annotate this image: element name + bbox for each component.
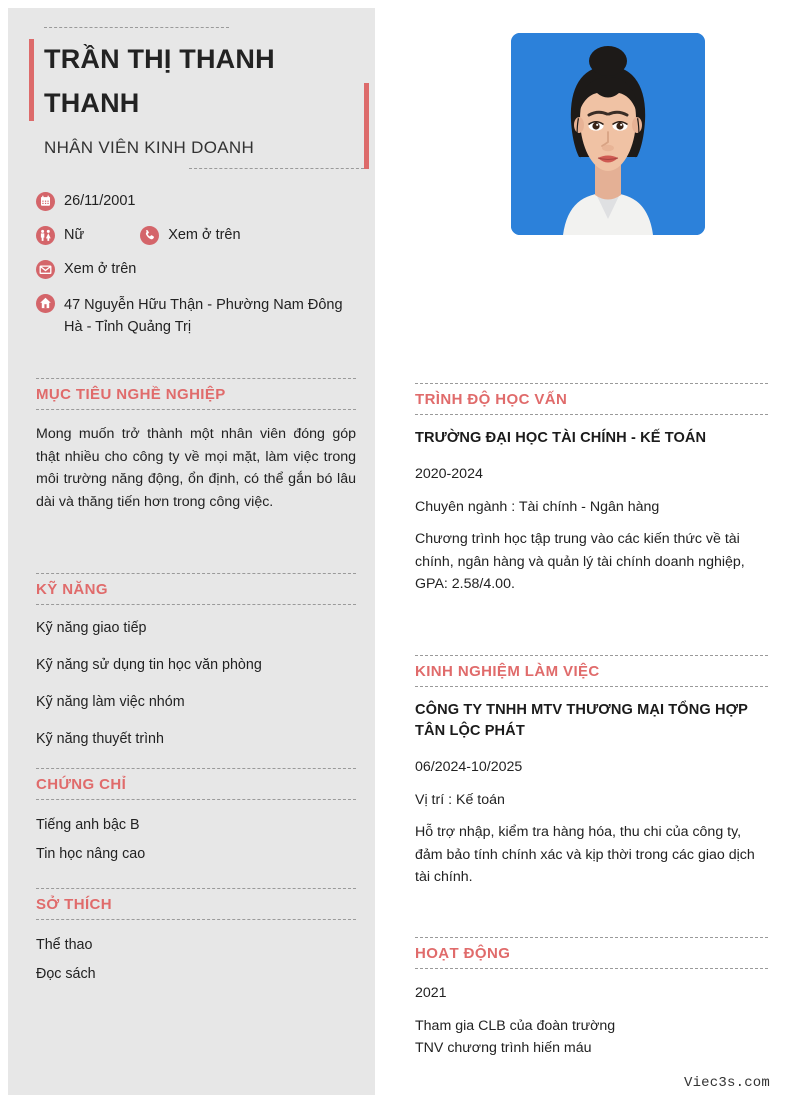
decorative-dashed-line-top xyxy=(44,27,229,28)
education-period: 2020-2024 xyxy=(415,466,483,483)
contact-row-email xyxy=(36,258,366,282)
section-body-experience xyxy=(415,687,768,889)
gender-group xyxy=(36,224,84,245)
section-header-hobbies xyxy=(36,888,356,920)
section-title: TRÌNH ĐỘ HỌC VẤN xyxy=(415,391,568,408)
gender-icon xyxy=(36,226,55,245)
list-item: Tiếng anh bậc B xyxy=(36,817,140,834)
address-value: 47 Nguyễn Hữu Thận - Phường Nam Đông Hà - Tỉnh Quảng Trị xyxy=(64,297,343,335)
birthday-value: 26/11/2001 xyxy=(64,193,136,209)
list-item: Kỹ năng thuyết trình xyxy=(36,731,164,748)
phone-group xyxy=(140,224,240,245)
experience-position: Vị trí : Kế toán xyxy=(415,791,505,808)
list-item: Kỹ năng sử dụng tin học văn phòng xyxy=(36,657,262,674)
experience-period: 06/2024-10/2025 xyxy=(415,759,523,776)
list-item: TNV chương trình hiến máu xyxy=(415,1040,592,1057)
section-title: KINH NGHIỆM LÀM VIỆC xyxy=(415,663,600,680)
calendar-icon xyxy=(36,192,55,211)
section-title: CHỨNG CHỈ xyxy=(36,776,127,793)
section-header-certificates xyxy=(36,768,356,800)
section-activities xyxy=(415,937,768,1060)
home-icon xyxy=(36,294,55,313)
phone-icon xyxy=(140,226,159,245)
section-title: MỤC TIÊU NGHỀ NGHIỆP xyxy=(36,386,226,403)
list-item: Tin học nâng cao xyxy=(36,846,146,863)
section-header-activities xyxy=(415,937,768,969)
accent-bar-left xyxy=(29,39,34,121)
section-title: KỸ NĂNG xyxy=(36,581,108,598)
education-major: Chuyên ngành : Tài chính - Ngân hàng xyxy=(415,498,660,515)
section-body-certificates xyxy=(36,800,356,867)
gender-value: Nữ xyxy=(64,227,85,243)
envelope-icon xyxy=(36,260,55,279)
activities-period: 2021 xyxy=(415,985,447,1002)
list-item: Đọc sách xyxy=(36,966,96,983)
list-item: Thể thao xyxy=(36,937,93,954)
education-description: Chương trình học tập trung vào các kiến thức về tài chính, ngân hàng và quản lý tài chính doanh nghiệp, GPA: 2.58/4.00. xyxy=(415,531,745,593)
watermark: Viec3s.com xyxy=(683,1075,770,1091)
contact-row-birthday xyxy=(36,190,366,214)
objective-text: Mong muốn trở thành một nhân viên đóng góp thật nhiều cho công ty về mọi mặt, làm việc trong môi trường năng động, ổn định, có thể gắn bó lâu dài và thăng tiến hơn trong công việc. xyxy=(36,426,356,510)
phone-value: Xem ở trên xyxy=(168,227,241,243)
decorative-dashed-line-subtitle xyxy=(189,168,364,169)
contact-row-gender-phone xyxy=(36,224,366,248)
section-experience xyxy=(415,655,768,889)
list-item: Kỹ năng giao tiếp xyxy=(36,620,147,637)
section-header-objective xyxy=(36,378,356,410)
list-item: Kỹ năng làm việc nhóm xyxy=(36,694,185,711)
avatar xyxy=(511,33,705,235)
section-body-skills xyxy=(36,605,356,749)
sidebar-panel xyxy=(8,8,375,1095)
section-title: SỞ THÍCH xyxy=(36,896,112,913)
section-body-hobbies xyxy=(36,920,356,987)
section-objective xyxy=(36,378,356,513)
job-title: NHÂN VIÊN KINH DOANH xyxy=(44,138,255,157)
section-title: HOẠT ĐỘNG xyxy=(415,945,511,962)
email-value: Xem ở trên xyxy=(64,261,137,277)
section-header-skills xyxy=(36,573,356,605)
section-header-education xyxy=(415,383,768,415)
contact-info xyxy=(36,190,366,348)
section-education xyxy=(415,383,768,596)
section-body-activities xyxy=(415,969,768,1060)
experience-company: CÔNG TY TNHH MTV THƯƠNG MẠI TỔNG HỢP TÂN LỘC PHÁT xyxy=(415,702,748,740)
education-school: TRƯỜNG ĐẠI HỌC TÀI CHÍNH - KẾ TOÁN xyxy=(415,430,707,447)
section-certificates xyxy=(36,768,356,867)
section-body-education xyxy=(415,415,768,596)
section-body-objective xyxy=(36,410,356,513)
contact-row-address xyxy=(36,292,366,338)
experience-description: Hỗ trợ nhập, kiểm tra hàng hóa, thu chi của công ty, đảm bảo tính chính xác và kịp thời trong các giao dịch tài chính. xyxy=(415,824,755,886)
section-hobbies xyxy=(36,888,356,987)
accent-bar-right xyxy=(364,83,369,169)
section-skills xyxy=(36,573,356,749)
page-title: TRẦN THỊ THANH THANH xyxy=(44,44,275,118)
list-item: Tham gia CLB của đoàn trường xyxy=(415,1017,616,1034)
section-header-experience xyxy=(415,655,768,687)
